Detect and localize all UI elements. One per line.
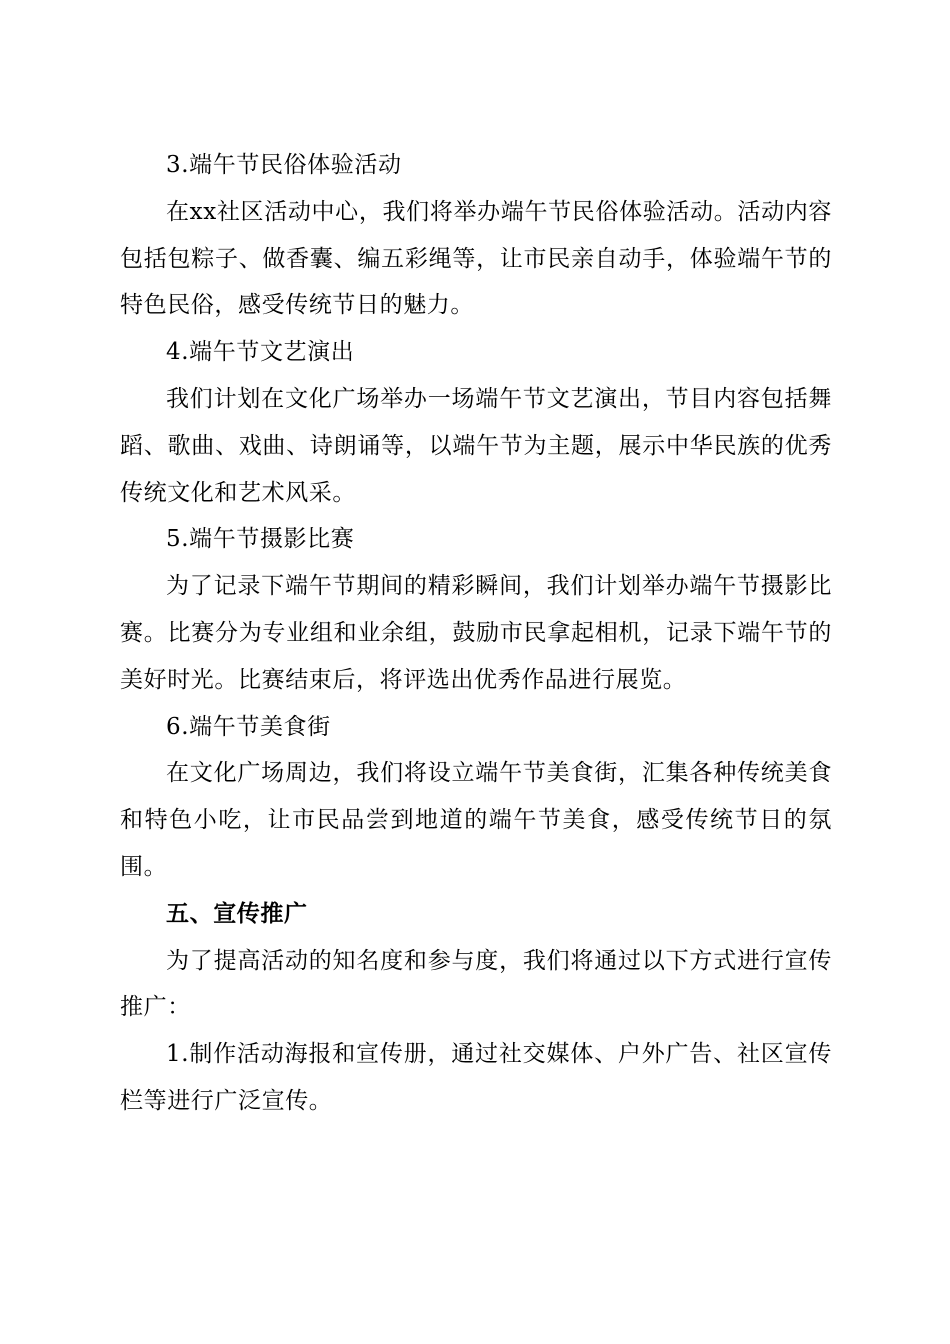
- item-5-title: 5.端午节摄影比赛: [166, 526, 355, 553]
- section-5-intro: 为了提高活动的知名度和参与度，我们将通过以下方式进行宣传推广：: [120, 947, 832, 1021]
- section-5-heading: 五、宣传推广: [166, 900, 308, 927]
- promo-item-1: 1.制作活动海报和宣传册，通过社交媒体、户外广告、社区宣传栏等进行广泛宣传。: [120, 1041, 832, 1114]
- item-4-title: 4.端午节文艺演出: [166, 339, 355, 366]
- document-body: [120, 142, 832, 1125]
- item-3-title: 3.端午节民俗体验活动: [166, 152, 402, 178]
- item-3-body: 在xx社区活动中心，我们将举办端午节民俗体验活动。活动内容包括包粽子、做香囊、编五彩绳等，让市民亲自动手，体验端午节的特色民俗，感受传统节日的魅力。: [120, 198, 832, 319]
- item-5-body: 为了记录下端午节期间的精彩瞬间，我们计划举办端午节摄影比赛。比赛分为专业组和业余组，鼓励市民拿起相机，记录下端午节的美好时光。比赛结束后，将评选出优秀作品进行展览。: [120, 573, 832, 693]
- item-6-title: 6.端午节美食街: [166, 713, 331, 740]
- item-6-body: 在文化广场周边，我们将设立端午节美食街，汇集各种传统美食和特色小吃，让市民品尝到地道的端午节美食，感受传统节日的氛围。: [120, 760, 832, 880]
- item-4-body: 我们计划在文化广场举办一场端午节文艺演出，节目内容包括舞蹈、歌曲、戏曲、诗朗诵等，以端午节为主题，展示中华民族的优秀传统文化和艺术风采。: [120, 385, 832, 506]
